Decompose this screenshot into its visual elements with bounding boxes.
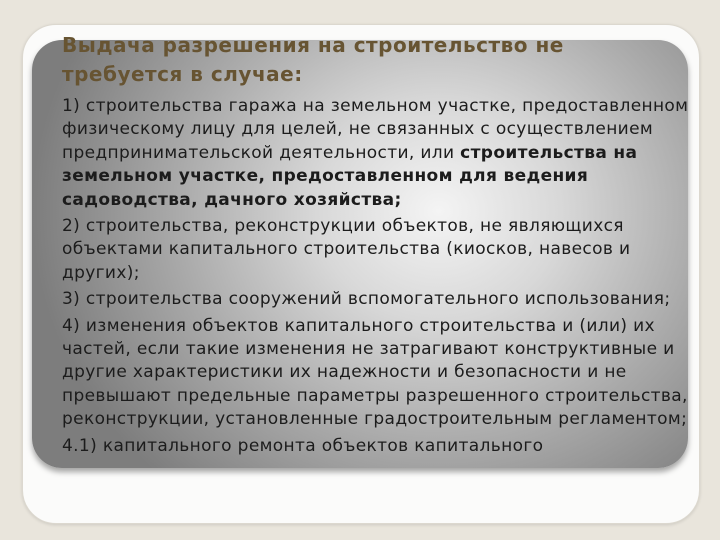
- list-item-3: 3) строительства сооружений вспомогательного использования;: [62, 289, 671, 310]
- list-item-1-text: 1) строительства гаража на земельном участке, предоставленном физическому лицу для целей, не связанных с осуществлением предпринимательской деятельности, или: [62, 96, 689, 163]
- list-item-1: [62, 95, 692, 212]
- slide-content: [62, 31, 692, 461]
- list-item-2: 2) строительства, реконструкции объектов, не являющихся объектами капитального строительства (киосков, навесов и других);: [62, 216, 631, 283]
- slide-title: Выдача разрешения на строительство не требуется в случае:: [62, 33, 564, 86]
- list-item-4: 4) изменения объектов капитального строительства и (или) их частей, если такие изменения не затрагивают конструктивные и другие характеристики их надежности и безопасности и не превышают предельные параметры разрешенного строительства, реконструкции, установленные градостроительным регламентом;: [62, 315, 688, 430]
- list-item-1-bold-text: строительства на земельном участке, предоставленном для ведения садоводства, дачного хозяйства;: [62, 142, 638, 210]
- list-item-4-1: 4.1) капитального ремонта объектов капитального: [62, 435, 544, 456]
